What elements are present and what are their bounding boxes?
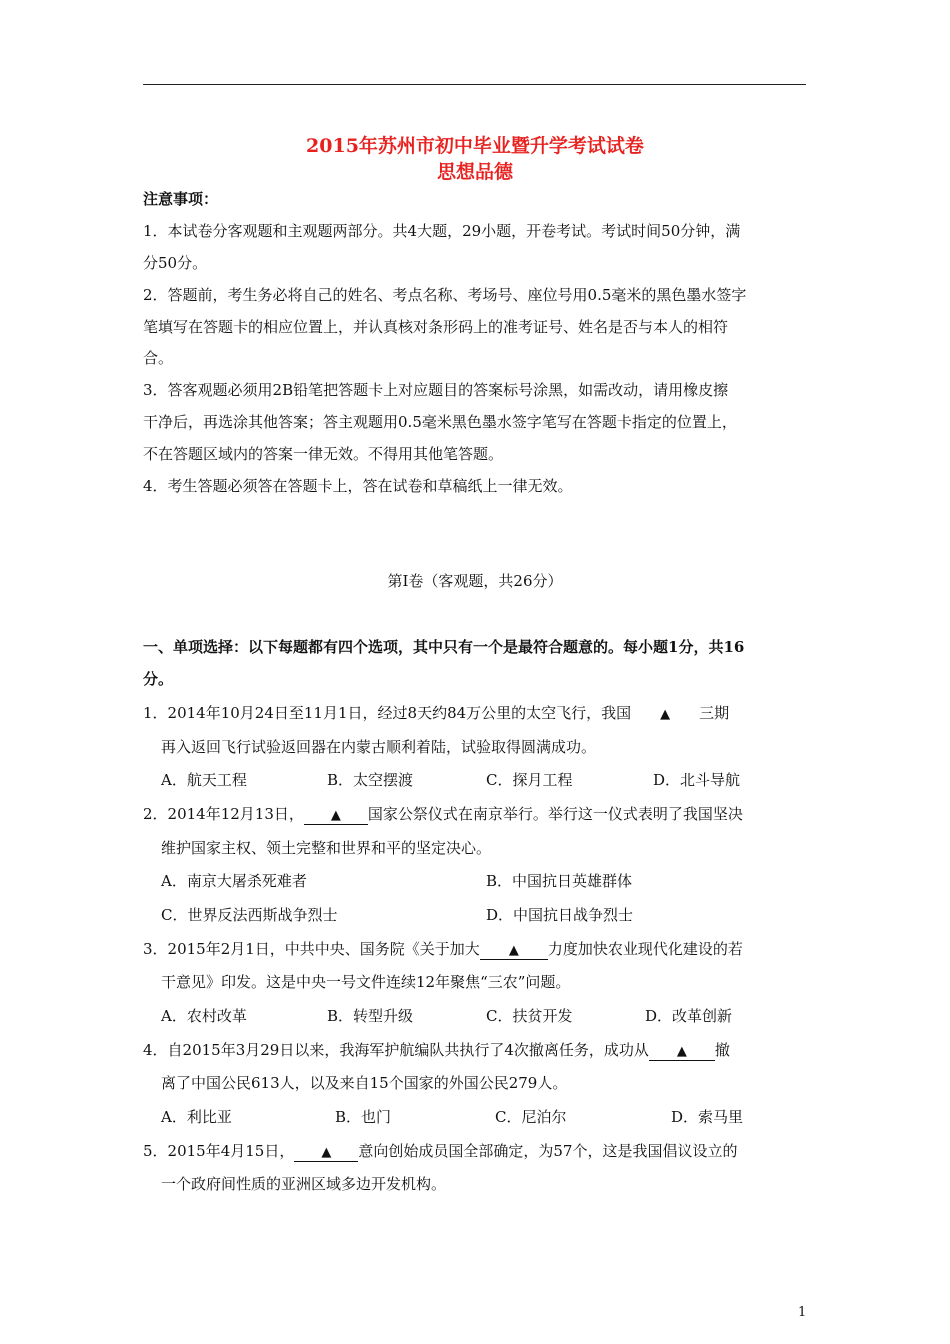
option-b: B．太空摆渡 xyxy=(327,771,414,789)
question-text: 4．自2015年3月29日以来，我海军护航编队共执行了4次撤离任务，成功从 xyxy=(143,1041,649,1059)
exam-subject: 思想品德 xyxy=(436,161,513,183)
question-text: 3．2015年2月1日，中共中央、国务院《关于加大 xyxy=(143,940,480,958)
answer-blank: ▲ xyxy=(649,1043,715,1061)
option-b: B．转型升级 xyxy=(327,1007,414,1025)
question-text: 2．2014年12月13日， xyxy=(143,805,304,823)
question-3-cont: 干意见》印发。这是中央一号文件连续12年聚焦“三农”问题。 xyxy=(161,973,571,991)
notice-line: 不在答题区域内的答案一律无效。不得用其他笔答题。 xyxy=(143,445,504,463)
notice-line: 合。 xyxy=(143,349,174,367)
option-a: A．利比亚 xyxy=(161,1108,232,1126)
question-text: 1．2014年10月24日至11月1日，经过8天约84万公里的太空飞行，我国 xyxy=(143,704,632,722)
page-number: 1 xyxy=(798,1305,807,1320)
question-3 xyxy=(143,939,743,960)
question-1 xyxy=(143,703,729,725)
exam-title: 2015年苏州市初中毕业暨升学考试试卷 xyxy=(306,135,644,157)
section-heading: 一、单项选择：以下每题都有四个选项，其中只有一个是最符合题意的。每小题1分，共16 xyxy=(143,638,745,656)
option-d: D．改革创新 xyxy=(645,1007,733,1025)
question-text: 意向创始成员国全部确定，为57个，这是我国倡议设立的 xyxy=(358,1142,738,1160)
question-5 xyxy=(143,1141,737,1162)
notice-line: 3．答客观题必须用2B铅笔把答题卡上对应题目的答案标号涂黑，如需改动，请用橡皮擦 xyxy=(143,381,729,399)
top-rule xyxy=(143,84,806,85)
option-b: B．也门 xyxy=(335,1108,392,1126)
question-4 xyxy=(143,1040,730,1061)
notice-line: 分50分。 xyxy=(143,254,208,272)
question-1-cont: 再入返回飞行试验返回器在内蒙古顺利着陆，试验取得圆满成功。 xyxy=(161,738,597,756)
question-text: 国家公祭仪式在南京举行。举行这一仪式表明了我国坚决 xyxy=(367,805,743,823)
answer-blank: ▲ xyxy=(294,1144,358,1162)
question-text: 5．2015年4月15日， xyxy=(143,1142,295,1160)
part-heading: 第Ⅰ卷（客观题，共26分） xyxy=(387,572,563,590)
section-heading-cont: 分。 xyxy=(143,670,174,688)
notice-line: 1．本试卷分客观题和主观题两部分。共4大题，29小题，开卷考试。考试时间50分钟，满 xyxy=(143,222,741,240)
notice-line: 2．答题前，考生务必将自己的姓名、考点名称、考场号、座位号用0.5毫米的黑色墨水签字 xyxy=(143,286,747,304)
option-d: D．索马里 xyxy=(671,1108,744,1126)
question-5-cont: 一个政府间性质的亚洲区域多边开发机构。 xyxy=(161,1175,447,1193)
option-a: A．南京大屠杀死难者 xyxy=(161,872,307,890)
option-c: C．探月工程 xyxy=(486,771,573,789)
answer-blank: ▲ xyxy=(480,942,548,960)
option-c: C．尼泊尔 xyxy=(495,1108,567,1126)
option-d: D．中国抗日战争烈士 xyxy=(486,906,634,924)
question-4-cont: 离了中国公民613人，以及来自15个国家的外国公民279人。 xyxy=(161,1074,568,1092)
answer-blank: ▲ xyxy=(660,707,671,722)
notice-line: 笔填写在答题卡的相应位置上，并认真核对条形码上的准考证号、姓名是否与本人的相符 xyxy=(143,318,729,336)
notice-line: 4．考生答题必须答在答题卡上，答在试卷和草稿纸上一律无效。 xyxy=(143,477,573,495)
answer-blank: ▲ xyxy=(304,807,368,825)
option-c: C．扶贫开发 xyxy=(486,1007,573,1025)
option-d: D．北斗导航 xyxy=(653,771,741,789)
option-a: A．农村改革 xyxy=(161,1007,247,1025)
option-b: B．中国抗日英雄群体 xyxy=(486,872,633,890)
question-text: 三期 xyxy=(699,704,730,722)
notice-line: 干净后，再选涂其他答案；答主观题用0.5毫米黑色墨水签字笔写在答题卡指定的位置上， xyxy=(143,413,737,431)
question-2-cont: 维护国家主权、领土完整和世界和平的坚定决心。 xyxy=(161,839,492,857)
option-a: A．航天工程 xyxy=(161,771,247,789)
question-2 xyxy=(143,804,743,825)
question-text: 力度加快农业现代化建设的若 xyxy=(547,940,743,958)
question-text: 撤 xyxy=(714,1041,730,1059)
option-c: C．世界反法西斯战争烈士 xyxy=(161,906,338,924)
notice-heading: 注意事项： xyxy=(143,190,219,208)
